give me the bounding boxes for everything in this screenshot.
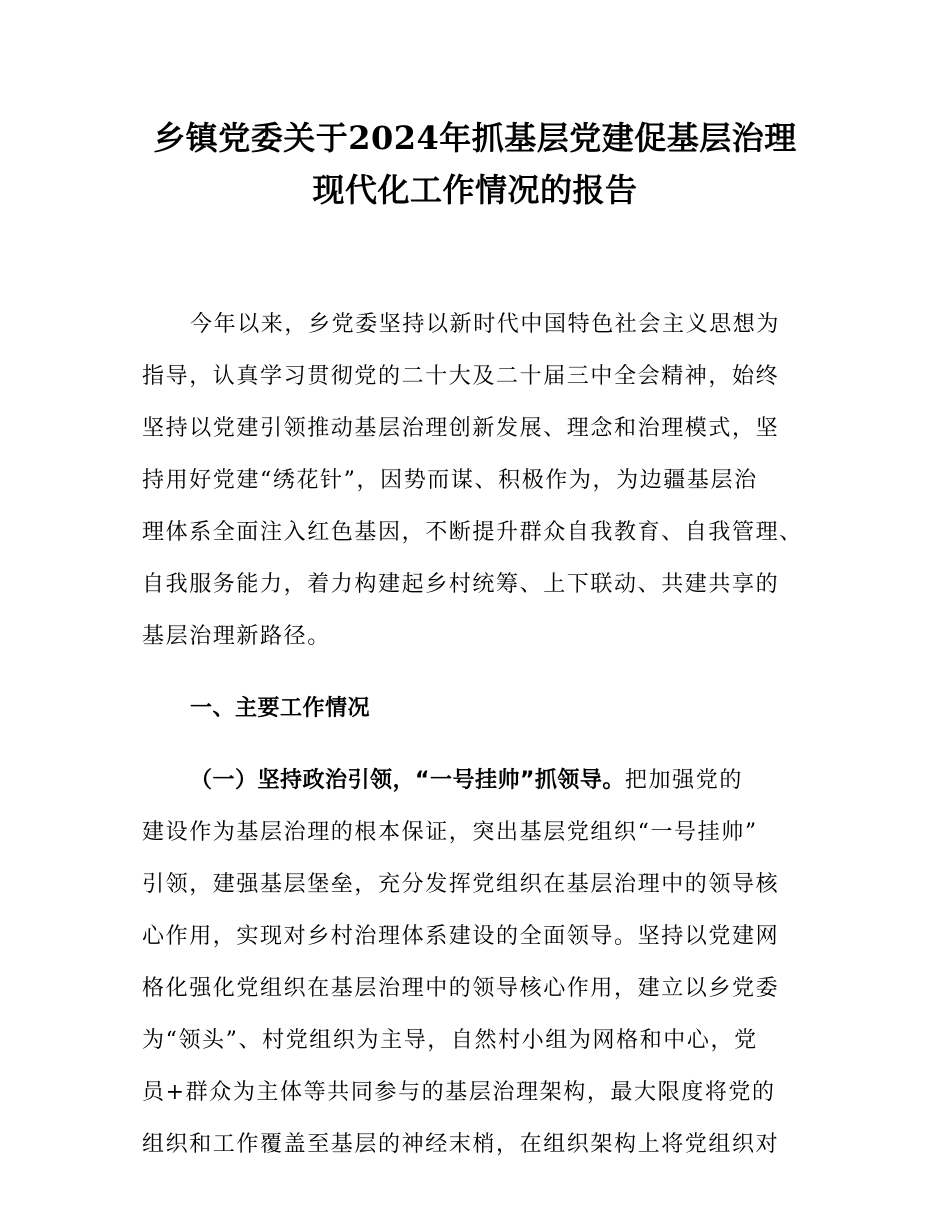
paragraph-gap	[142, 669, 810, 689]
document-body	[142, 305, 810, 1177]
paragraph-1-line: 理体系全面注入红色基因，不断提升群众自我教育、自我管理、	[142, 520, 803, 545]
paragraph-2-line: 引领，建强基层堡垒，充分发挥党组织在基层治理中的领导核	[142, 872, 780, 897]
subsection-1-title: （一）坚持政治引领，“一号挂帅”抓领导。	[190, 768, 625, 793]
paragraph-2-line: 格化强化党组织在基层治理中的领导核心作用，建立以乡党委	[142, 976, 780, 1001]
section-1-heading: 一、主要工作情况	[190, 696, 371, 721]
paragraph-2-line: 为“领头”、村党组织为主导，自然村小组为网格和中心，党	[142, 1028, 758, 1053]
document-title-line-1: 乡镇党委关于2024年抓基层党建促基层治理	[153, 119, 797, 157]
paragraph-2-line: 心作用，实现对乡村治理体系建设的全面领导。坚持以党建网	[142, 924, 780, 949]
document-title-line-2: 现代化工作情况的报告	[312, 171, 638, 209]
paragraph-gap	[142, 741, 810, 761]
paragraph-1-line: 基层治理新路径。	[142, 624, 331, 649]
paragraph-2-first-line	[142, 761, 810, 813]
paragraph-2-line: 组织和工作覆盖至基层的神经末梢，在组织架构上将党组织对	[142, 1132, 780, 1157]
paragraph-1-line: 自我服务能力，着力构建起乡村统筹、上下联动、共建共享的	[142, 572, 780, 597]
paragraph-2-line: 员+群众为主体等共同参与的基层治理架构，最大限度将党的	[142, 1080, 776, 1105]
paragraph-2-line: 建设作为基层治理的根本保证，突出基层党组织“一号挂帅”	[142, 820, 758, 845]
paragraph-1-line: 今年以来，乡党委坚持以新时代中国特色社会主义思想为	[190, 312, 781, 337]
paragraph-2-first-line-rest: 把加强党的	[624, 768, 743, 793]
paragraph-1-line: 持用好党建“绣花针”，因势而谋、积极作为，为边疆基层治	[142, 468, 758, 493]
paragraph-1-line: 指导，认真学习贯彻党的二十大及二十届三中全会精神，始终	[142, 364, 780, 389]
paragraph-1-line: 坚持以党建引领推动基层治理创新发展、理念和治理模式，坚	[142, 416, 780, 441]
